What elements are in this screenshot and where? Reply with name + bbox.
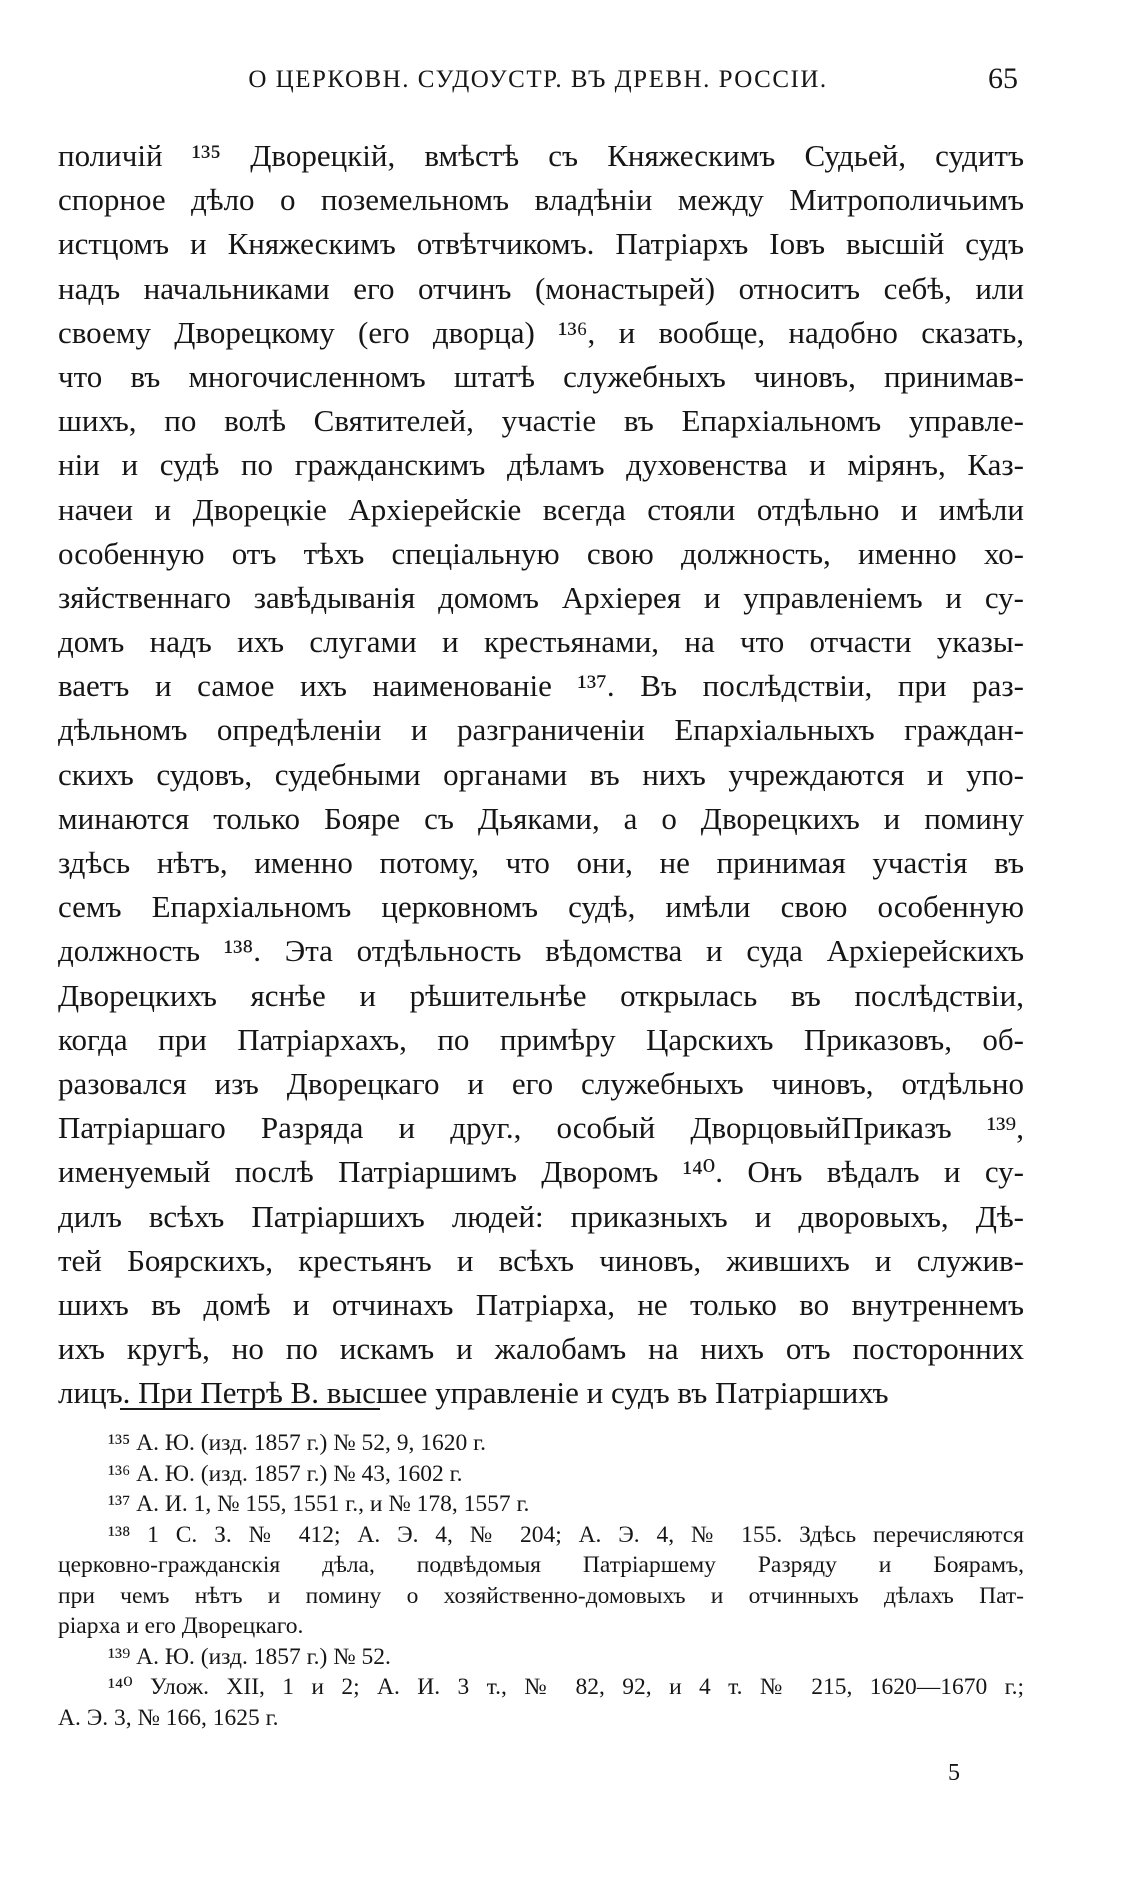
body-line: должность ¹³⁸. Эта отдѣльность вѣдомства и суда Архіерейскихъ	[58, 933, 1024, 969]
body-line: Патріаршаго Разряда и друг., особый ДворцовыйПриказъ ¹³⁹,	[58, 1110, 1024, 1146]
body-line: семъ Епархіальномъ церковномъ судѣ, имѣли свою особенную	[58, 889, 1024, 925]
body-line: особенную отъ тѣхъ спеціальную свою должность, именно хо-	[58, 535, 1024, 571]
page-number: 65	[988, 62, 1018, 95]
footnote-138-cont: ріарха и его Дворецкаго.	[58, 1613, 304, 1639]
body-line: когда при Патріархахъ, по примѣру Царскихъ Приказовъ, об-	[58, 1021, 1024, 1057]
body-line: тей Боярскихъ, крестьянъ и всѣхъ чиновъ, жившихъ и служив-	[58, 1242, 1024, 1278]
footnote-139: ¹³⁹ А. Ю. (изд. 1857 г.) № 52.	[108, 1643, 391, 1670]
footnote-137: ¹³⁷ А. И. 1, № 155, 1551 г., и № 178, 1557 г.	[108, 1491, 530, 1517]
body-line: начеи и Дворецкіе Архіерейскіе всегда стояли отдѣльно и имѣли	[58, 491, 1024, 527]
body-line: поличій ¹³⁵ Дворецкій, вмѣстѣ съ Княжескимъ Судьей, судитъ	[58, 138, 1024, 173]
body-line: шихъ, по волѣ Святителей, участіе въ Епархіальномъ управле-	[58, 403, 1024, 439]
body-line: надъ начальниками его отчинъ (монастырей) относитъ себѣ, или	[58, 270, 1024, 306]
page-header	[58, 62, 1018, 102]
body-line: спорное дѣло о поземельномъ владѣніи между Митрополичьимъ	[58, 182, 1024, 218]
body-line: дѣльномъ опредѣленіи и разграниченіи Епархіальныхъ граждан-	[58, 712, 1024, 748]
body-line: истцомъ и Княжескимъ отвѣтчикомъ. Патріархъ Іовъ высшій судъ	[58, 226, 1024, 262]
body-line: дилъ всѣхъ Патріаршихъ людей: приказныхъ и дворовыхъ, Дѣ-	[58, 1198, 1024, 1234]
body-text	[58, 134, 1024, 1415]
footnote-138-cont: церковно-гражданскія дѣла, подвѣдомыя Патріаршему Разряду и Боярамъ,	[58, 1552, 1024, 1578]
running-title: О ЦЕРКОВН. СУДОУСТР. ВЪ ДРЕВН. РОССІИ.	[248, 66, 828, 93]
footnote-138: ¹³⁸ 1 С. З. № 412; А. Э. 4, № 204; А. Э. 4, № 155. Здѣсь перечисляются	[108, 1521, 1024, 1548]
body-line: минаются только Бояре съ Дьяками, а о Дворецкихъ и помину	[58, 800, 1024, 836]
signature-mark: 5	[948, 1760, 960, 1786]
body-line: ваетъ и самое ихъ наименованіе ¹³⁷. Въ послѣдствіи, при раз-	[58, 668, 1024, 704]
footnote-140: ¹⁴⁰ Улож. XII, 1 и 2; А. И. 3 т., № 82, 92, и 4 т. № 215, 1620—1670 г.;	[108, 1674, 1024, 1700]
footnote-135: ¹³⁵ А. Ю. (изд. 1857 г.) № 52, 9, 1620 г.	[108, 1430, 486, 1456]
footnote-138-cont: при чемъ нѣтъ и помину о хозяйственно-домовыхъ и отчинныхъ дѣлахъ Пат-	[58, 1582, 1024, 1609]
body-line: лицъ. При Петрѣ В. высшее управленіе и судъ въ Патріаршихъ	[58, 1375, 889, 1411]
footnote-136: ¹³⁶ А. Ю. (изд. 1857 г.) № 43, 1602 г.	[108, 1460, 463, 1487]
footnotes	[58, 1428, 1024, 1733]
body-line: разовался изъ Дворецкаго и его служебныхъ чиновъ, отдѣльно	[58, 1065, 1024, 1101]
footnote-divider	[120, 1408, 380, 1410]
body-line: что въ многочисленномъ штатѣ служебныхъ чиновъ, принимав-	[58, 358, 1024, 394]
body-line: ніи и судѣ по гражданскимъ дѣламъ духовенства и мірянъ, Каз-	[58, 447, 1024, 483]
body-line: скихъ судовъ, судебными органами въ нихъ учреждаются и упо-	[58, 756, 1024, 792]
body-line: Дворецкихъ яснѣе и рѣшительнѣе открылась въ послѣдствіи,	[58, 977, 1024, 1013]
body-line: зяйственнаго завѣдыванія домомъ Архіерея и управленіемъ и су-	[58, 579, 1024, 615]
footnote-140-cont: А. Э. 3, № 166, 1625 г.	[58, 1704, 279, 1731]
body-line: именуемый послѣ Патріаршимъ Дворомъ ¹⁴⁰. Онъ вѣдалъ и су-	[58, 1154, 1024, 1190]
body-line: шихъ въ домѣ и отчинахъ Патріарха, не только во внутреннемъ	[58, 1286, 1024, 1322]
body-line: здѣсь нѣтъ, именно потому, что они, не принимая участія въ	[58, 845, 1024, 880]
body-line: ихъ кругѣ, но по искамъ и жалобамъ на нихъ отъ посторонних	[58, 1331, 1024, 1367]
body-line: своему Дворецкому (его дворца) ¹³⁶, и вообще, надобно сказать,	[58, 314, 1024, 350]
body-line: домъ надъ ихъ слугами и крестьянами, на что отчасти указы-	[58, 624, 1024, 660]
